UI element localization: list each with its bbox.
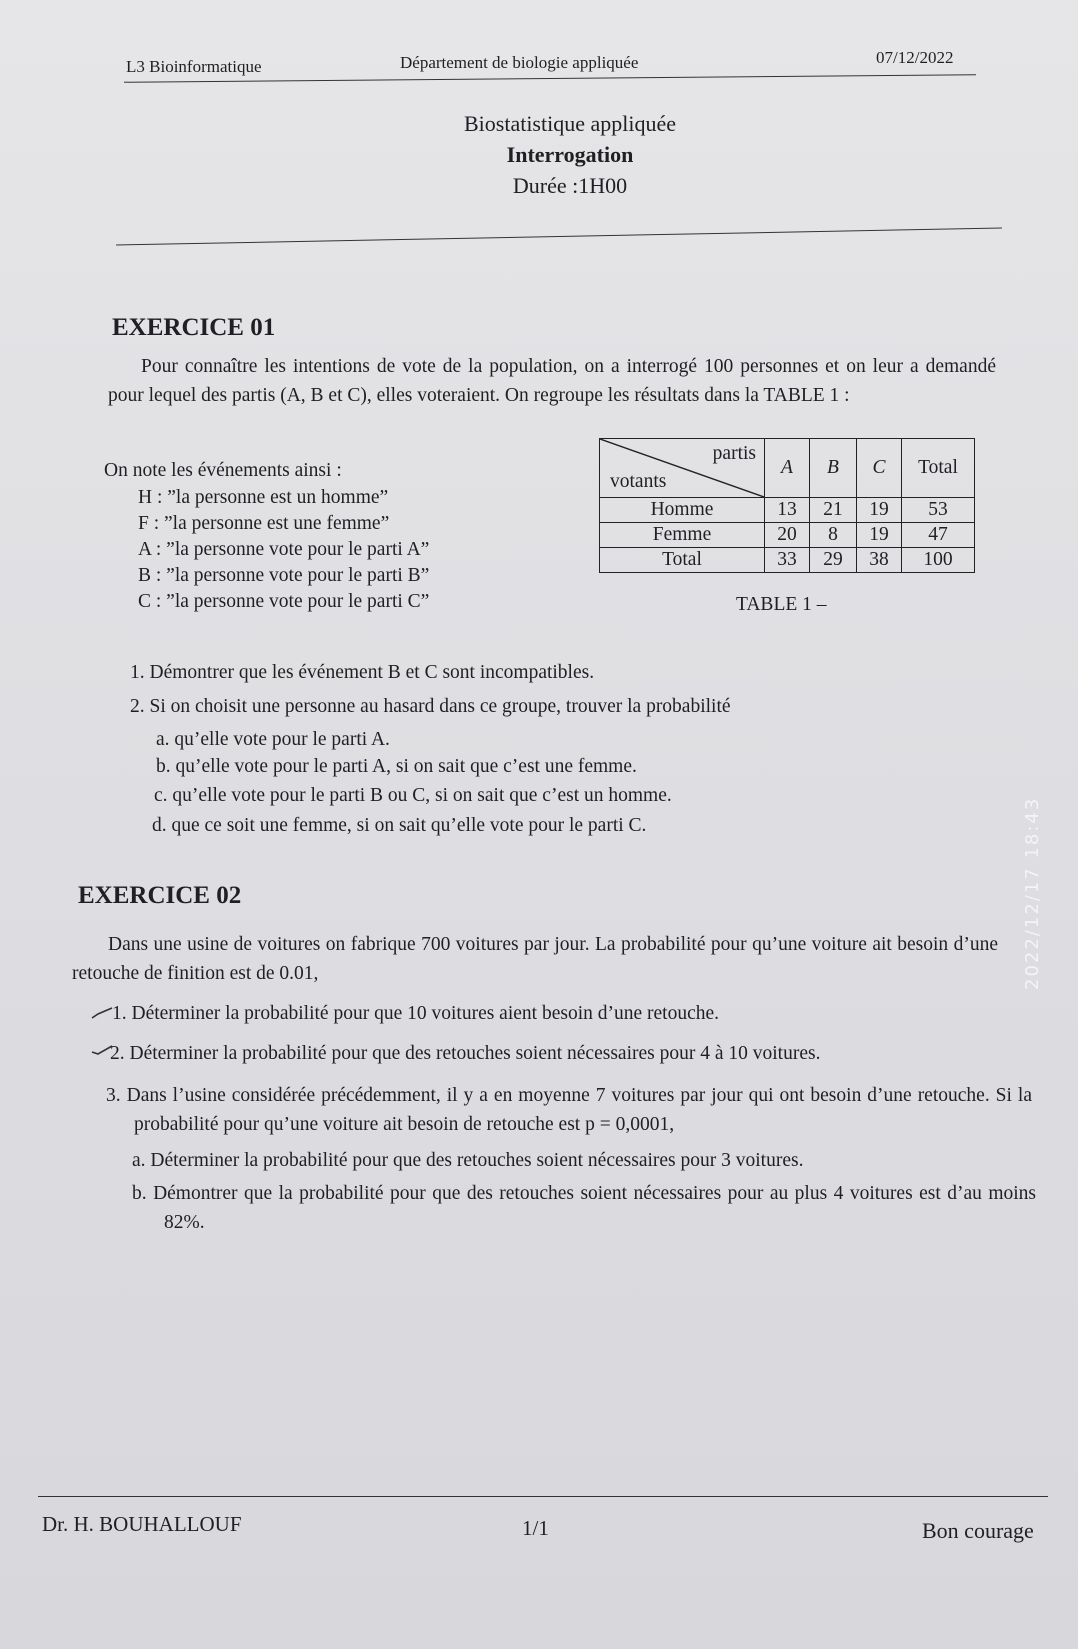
exercise-1-intro: Pour connaître les intentions de vote de la population, on a interrogé 100 personnes et on leur a demandé pour lequel des partis (A, B et C), elles voteraient. On regroupe les résultats dans la TABLE 1 : [108,356,996,406]
column-header-a: A [765,439,810,498]
column-header-b: B [810,439,857,498]
header-level: L3 Bioinformatique [126,57,262,76]
row-label-total: Total [600,548,765,573]
table-cell: 8 [810,523,857,548]
footer-author: Dr. H. BOUHALLOUF [42,1512,242,1536]
exercise-1-title: EXERCICE 01 [112,314,276,341]
table-cell: 100 [902,548,975,573]
column-header-total: Total [902,439,975,498]
event-f: F : ”la personne est une femme” [138,513,390,534]
footer-rule [38,1496,1048,1497]
events-intro: On note les événements ainsi : [104,460,342,481]
vote-table [599,438,975,573]
table-cell: 38 [857,548,902,573]
table-cell: 19 [857,523,902,548]
table-row [600,548,975,573]
table-cell: 53 [902,498,975,523]
ex1-question-2: 2. Si on choisit une personne au hasard dans ce groupe, trouver la probabilité [130,696,731,717]
corner-label-votants: votants [610,471,667,492]
table-cell: 19 [857,498,902,523]
title-rule [116,227,1002,245]
table-cell: 47 [902,523,975,548]
row-label-femme: Femme [600,523,765,548]
ex1-question-2b: b. qu’elle vote pour le parti A, si on sait que c’est une femme. [156,756,637,777]
column-header-c: C [857,439,902,498]
events-list [138,485,429,615]
table-cell: 13 [765,498,810,523]
ex1-question-1: 1. Démontrer que les événement B et C sont incompatibles. [130,662,595,683]
header-department: Département de biologie appliquée [400,53,639,72]
footer-page-number: 1/1 [522,1516,549,1540]
ex1-question-2d: d. que ce soit une femme, si on sait qu’elle vote pour le parti C. [152,815,647,836]
event-c: C : ”la personne vote pour le parti C” [138,591,430,612]
table-row [600,523,975,548]
footer-closing: Bon courage [922,1518,1034,1543]
table-corner-cell [600,439,765,498]
exercise-2-title: EXERCICE 02 [78,882,242,909]
corner-label-partis: partis [712,443,756,464]
event-h: H : ”la personne est un homme” [138,487,389,508]
photo-timestamp: 2022/12/17 18:43 [1022,796,1043,990]
ex1-question-2a: a. qu’elle vote pour le parti A. [156,729,390,750]
table-cell: 29 [810,548,857,573]
table-row [600,498,975,523]
table-cell: 21 [810,498,857,523]
table-cell: 20 [765,523,810,548]
ex2-question-2: 2. Déterminer la probabilité pour que des retouches soient nécessaires pour 4 à 10 voitures. [110,1043,821,1064]
row-label-homme: Homme [600,498,765,523]
ex2-question-1: 1. Déterminer la probabilité pour que 10 voitures aient besoin d’une retouche. [112,1003,720,1024]
exam-duration: Durée :1H00 [512,173,628,198]
ex2-question-3a: a. Déterminer la probabilité pour que des retouches soient nécessaires pour 3 voitures. [132,1150,804,1171]
exam-type: Interrogation [506,142,634,167]
event-a: A : ”la personne vote pour le parti A” [138,539,430,560]
event-b: B : ”la personne vote pour le parti B” [138,565,430,586]
table-header-row [600,439,975,498]
ex2-question-3b: b. Démontrer que la probabilité pour que des retouches soient nécessaires pour au plus 4 voitures est d’au moins 82%. [132,1183,1036,1233]
ex2-question-3: 3. Dans l’usine considérée précédemment, il y a en moyenne 7 voitures par jour qui ont besoin d’une retouche. Si la probabilité pour qu’une voiture ait besoin de retouche est p = 0,0001, [106,1085,1032,1135]
header-date: 07/12/2022 [876,48,954,67]
table-caption: TABLE 1 – [736,594,827,615]
exercise-2-intro: Dans une usine de voitures on fabrique 700 voitures par jour. La probabilité pour qu’une voiture ait besoin d’une retouche de finition est de 0.01, [72,934,998,984]
table-cell: 33 [765,548,810,573]
ex1-question-2c: c. qu’elle vote pour le parti B ou C, si on sait que c’est un homme. [154,785,672,806]
course-title: Biostatistique appliquée [463,111,677,136]
